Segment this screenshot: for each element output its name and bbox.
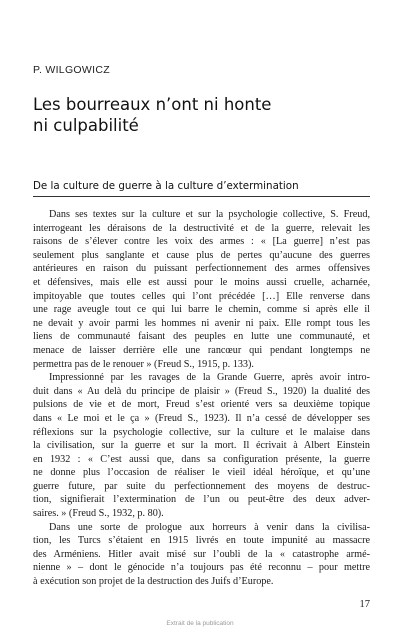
text-line: une rage aveugle tout ce qui lui barre le chemin, comme si après elle il [33, 304, 370, 316]
text-line: pulsions de vie et de mort, Freud s’est orienté vers sa deuxième topique [33, 399, 370, 411]
page-number: 17 [359, 599, 370, 610]
text-line: guerre future, par suite du perfectionnement des moyens de destruc- [33, 480, 370, 492]
text-line: dans « Le moi et le ça » (Freud S., 1923). Il n’a cessé de développer ses [33, 412, 370, 424]
text-line: ne donne plus l’occasion de réaliser le vieil idéal héroïque, et qu’une [33, 467, 370, 479]
text-line: réflexions sur la psychologie collective, sur la culture et le malaise dans [33, 426, 370, 438]
text-line: menace de laisser derrière elle une rancœur qui pendant longtemps ne [33, 344, 370, 356]
text-line: liens de communauté faisant des peuples en lutte une communauté, et [33, 331, 370, 343]
text-line: saires. » (Freud S., 1932, p. 80). [33, 508, 164, 520]
text-line: la civilisation, sur la guerre et sur la mort. Il écrivait à Albert Einstein [33, 440, 370, 452]
body-text [33, 208, 370, 589]
text-line: tion, signifierait l’extermination de l’un ou peut-être des deux adver- [33, 494, 370, 506]
text-line: Impressionné par les ravages de la Grande Guerre, après avoir intro- [49, 372, 370, 384]
text-line: Dans ses textes sur la culture et sur la psychologie collective, S. Freud, [49, 209, 370, 220]
paragraph [33, 371, 370, 521]
text-line: tion, les Turcs s’étaient en 1915 livrés en toute impunité au massacre [33, 535, 370, 547]
text-line: nienne » – dont le génocide n’a toujours pas été reconnu – pour mettre [33, 562, 370, 574]
paragraph [33, 208, 370, 371]
chapter-title [33, 94, 363, 136]
text-line: antérieures en raison du puissant perfectionnement des armes offensives [33, 263, 370, 275]
text-line: impitoyable que toutes celles qui l’ont précédée […] Elle renverse dans [33, 290, 370, 302]
text-line: interrogeant les déraisons de la destructivité et de la guerre, relevait les [33, 222, 370, 234]
paragraph [33, 521, 370, 589]
text-line: à exécution son projet de la destruction des Juifs d’Europe. [33, 576, 274, 588]
text-line: Dans une sorte de prologue aux horreurs à venir dans la civilisa- [49, 521, 370, 533]
text-line: permettra pas de le renouer » (Freud S., 1915, p. 133). [33, 358, 254, 370]
text-line: des Arméniens. Hitler avait misé sur l’oubli de la « catastrophe armé- [33, 548, 370, 560]
text-line: seulement plus sanglante et cause plus de pertes qu’aucune des guerres [33, 249, 370, 261]
text-line: raisons de s’élever contre les voix des armes : « [La guerre] n’est pas [33, 236, 370, 248]
text-line: en 1932 : « C’est aussi que, dans sa configuration présente, la guerre [33, 453, 370, 465]
text-line: et défensives, mais elle est aussi pour le moins aussi cruelle, acharnée, [33, 276, 370, 288]
section-divider [33, 196, 370, 197]
text-line: ne devait y avoir parmi les hommes ni avenir ni paix. Elle rompt tous les [33, 317, 370, 329]
chapter-title-line: Les bourreaux n’ont ni honte [33, 95, 272, 114]
section-heading: De la culture de guerre à la culture d’extermination [33, 180, 299, 192]
text-line: duit dans « Au delà du principe de plaisir » (Freud S., 1920) la dualité des [33, 385, 370, 397]
running-header-author: P. WILGOWICZ [33, 64, 110, 76]
chapter-title-line: ni culpabilité [33, 116, 139, 135]
watermark: Extrait de la publication [166, 620, 234, 627]
